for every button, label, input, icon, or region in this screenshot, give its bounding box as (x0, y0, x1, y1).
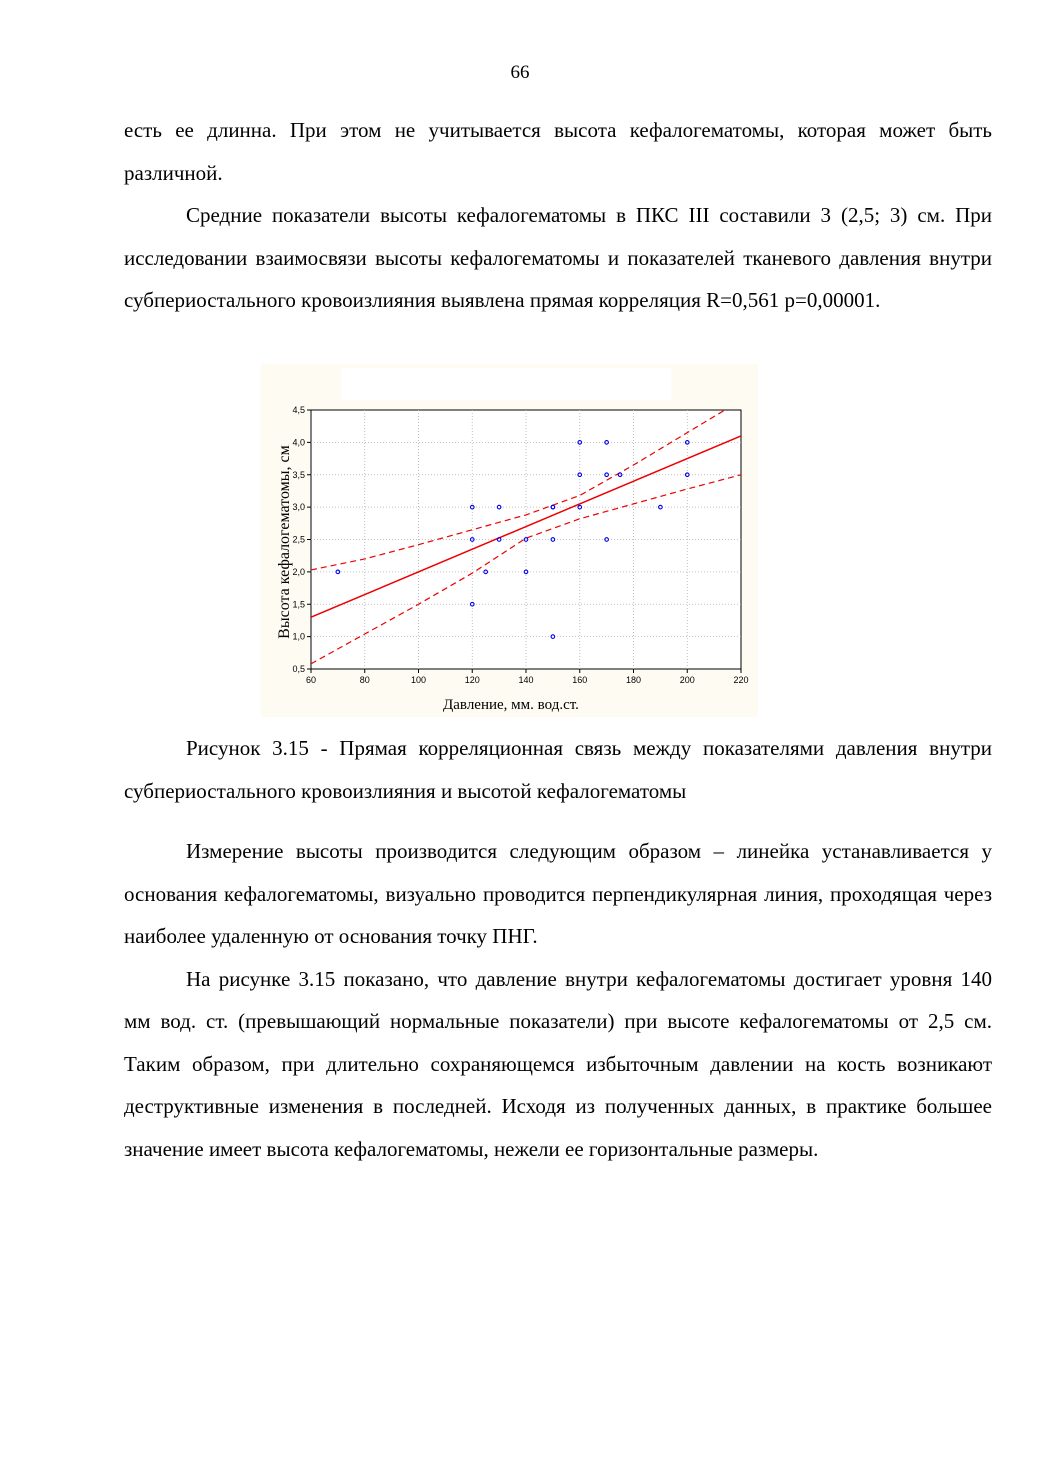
y-tick-label: 3,0 (292, 502, 305, 513)
y-tick-label: 0,5 (292, 664, 305, 674)
paragraph-1: есть ее длинна. При этом не учитывается высота кефалогематомы, которая может быть различной. (124, 118, 992, 185)
y-tick-label: 4,5 (292, 405, 305, 415)
x-tick-label: 140 (518, 675, 534, 685)
figure-caption: Рисунок 3.15 - Прямая корреляционная связь между показателями давления внутри субпериостального кровоизлияния и высотой кефалогематомы (124, 736, 992, 803)
paragraph-3: Измерение высоты производится следующим образом – линейка устанавливается у основания кефалогематомы, визуально проводится перпендикулярная линия, проходящая через наиболее удаленную от основания точку ПНГ. (124, 839, 992, 948)
text-section-top (124, 109, 992, 322)
paragraph-4: На рисунке 3.15 показано, что давление внутри кефалогематомы достигает уровня 140 мм вод. ст. (превышающий нормальные показатели) при высоте кефалогематомы от 2,5 см. Таким образом, при длительно сохраняющемся избыточным давлении на кость возникают деструктивные изменения в последней. Исходя из полученных данных, в практике большее значение имеет высота кефалогематомы, нежели ее горизонтальные размеры. (124, 966, 992, 1161)
paragraph-2: Средние показатели высоты кефалогематомы в ПКС III составили 3 (2,5; 3) см. При исследовании взаимосвязи высоты кефалогематомы и показателей тканевого давления внутри субпериостального кровоизлияния выявлена прямая корреляция R=0,561 p=0,00001. (124, 203, 992, 312)
x-tick-label: 60 (305, 675, 317, 685)
y-tick-label: 1,5 (292, 599, 305, 610)
x-tick-label: 220 (733, 675, 749, 685)
x-tick-label: 180 (625, 675, 642, 685)
x-tick-label: 200 (679, 675, 695, 685)
x-axis-label: Давление, мм. вод.ст. (443, 697, 579, 713)
x-tick-label: 100 (410, 675, 427, 685)
x-tick-label: 160 (572, 675, 588, 685)
y-tick-label: 4,0 (292, 437, 305, 448)
y-tick-label: 2,0 (292, 566, 305, 577)
page-number: 66 (510, 62, 530, 83)
y-tick-label: 3,5 (292, 469, 305, 480)
x-tick-label: 120 (464, 675, 480, 685)
y-tick-label: 2,5 (292, 534, 305, 545)
y-axis-label: Высота кефалогематомы, см (276, 445, 293, 639)
scatter-chart (261, 364, 758, 717)
figure-scatter (261, 364, 758, 717)
x-tick-label: 80 (359, 675, 370, 685)
text-section-bottom (124, 727, 992, 1170)
y-tick-label: 1,0 (292, 631, 305, 642)
